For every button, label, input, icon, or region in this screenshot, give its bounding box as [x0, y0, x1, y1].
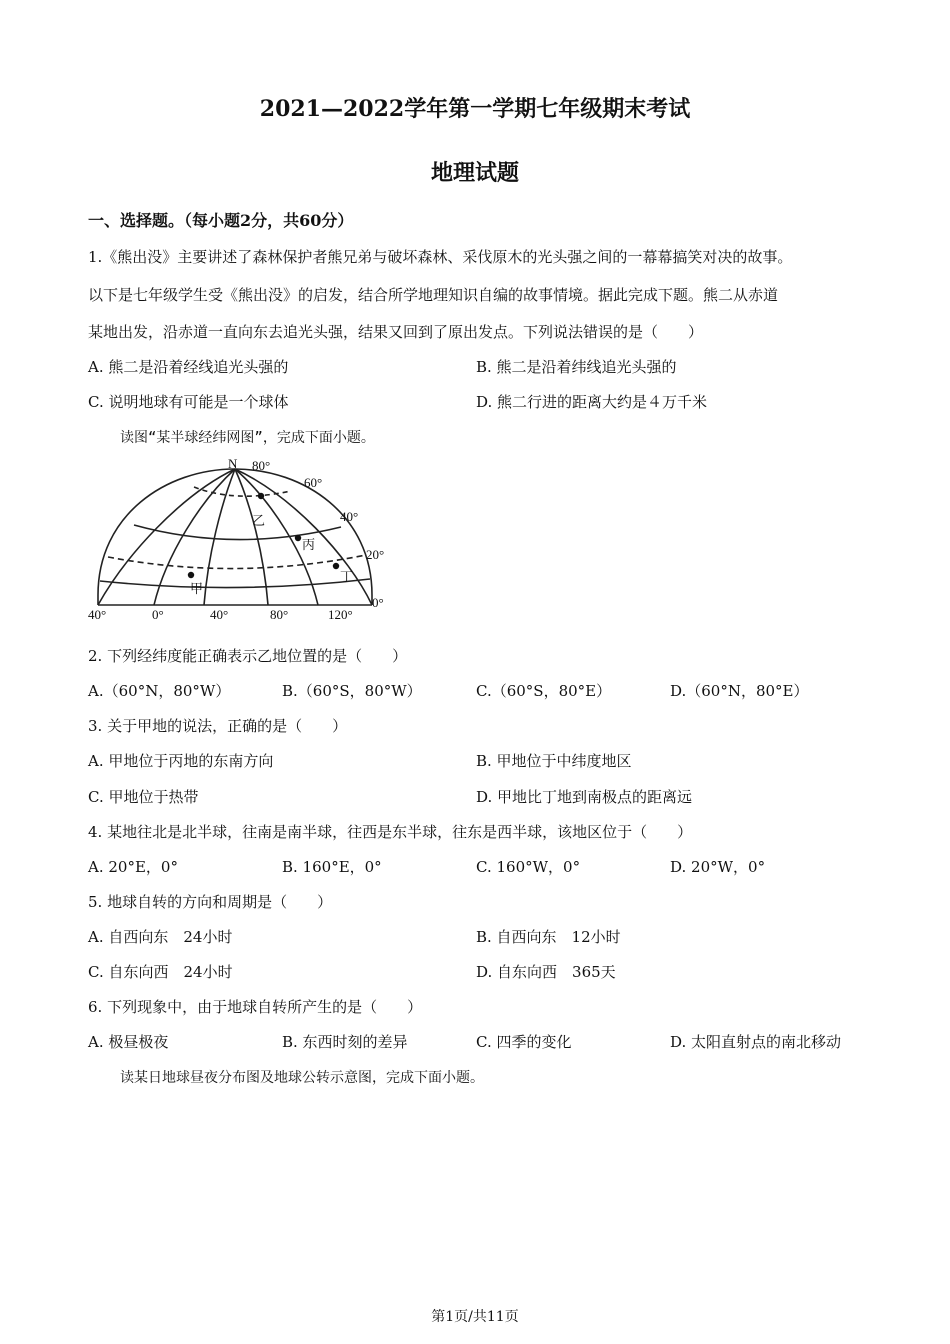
- q5-option-b: B. 自西向东 12小时: [476, 928, 621, 946]
- parallel-20-dashed: [108, 555, 366, 569]
- page-number: 第1页/共11页: [431, 1309, 519, 1325]
- q1-option-c: C. 说明地球有可能是一个球体: [88, 393, 289, 411]
- label-lat-0: 0°: [372, 595, 384, 610]
- q4-option-c: C. 160°W，0°: [476, 858, 581, 876]
- q2-option-c: C.（60°S，80°E）: [476, 682, 612, 700]
- q1-stem-line3: 某地出发，沿赤道一直向东去追光头强，结果又回到了原出发点。下列说法错误的是（ ）: [88, 323, 704, 341]
- q3-stem: 3. 关于甲地的说法，正确的是（ ）: [88, 717, 348, 735]
- label-lon-0: 0°: [152, 607, 164, 622]
- label-lon-40w: 40°: [88, 607, 107, 622]
- exam-title: 2021—2022学年第一学期七年级期末考试: [259, 96, 691, 122]
- label-lon-120e: 120°: [328, 607, 353, 622]
- q6-option-b: B. 东西时刻的差异: [282, 1033, 408, 1051]
- q6-stem: 6. 下列现象中，由于地球自转所产生的是（ ）: [88, 998, 423, 1016]
- q3-option-a: A. 甲地位于丙地的东南方向: [88, 752, 274, 770]
- q6-option-c: C. 四季的变化: [476, 1033, 572, 1051]
- label-lat-40: 40°: [340, 509, 359, 524]
- q2-option-a: A.（60°N，80°W）: [88, 682, 231, 700]
- label-lon-80e: 80°: [270, 607, 289, 622]
- section-heading: 一、选择题。（每小题2分，共60分）: [88, 211, 354, 230]
- label-lon-40e: 40°: [210, 607, 229, 622]
- point-ding: [333, 563, 339, 569]
- label-lat-80: 80°: [252, 458, 271, 473]
- meridian-line: [235, 469, 268, 605]
- q1-stem-line2: 以下是七年级学生受《熊出没》的启发，结合所学地理知识自编的故事情境。据此完成下题。熊二从赤道: [88, 286, 779, 304]
- parallel-line: [100, 579, 370, 588]
- q5-option-d: D. 自东向西 365天: [476, 963, 616, 981]
- q5-stem: 5. 地球自转的方向和周期是（ ）: [88, 893, 333, 911]
- q4-option-b: B. 160°E，0°: [282, 858, 382, 876]
- q1-option-b: B. 熊二是沿着纬线追光头强的: [476, 358, 677, 376]
- q5-option-c: C. 自东向西 24小时: [88, 963, 233, 981]
- exam-subtitle: 地理试题: [430, 160, 519, 186]
- q4-option-a: A. 20°E，0°: [88, 858, 178, 876]
- q5-option-a: A. 自西向东 24小时: [88, 928, 233, 946]
- q3-option-d: D. 甲地比丁地到南极点的距离远: [476, 788, 693, 806]
- label-lat-60: 60°: [304, 475, 323, 490]
- q3-option-b: B. 甲地位于中纬度地区: [476, 752, 632, 770]
- label-ding: 丁: [340, 569, 354, 584]
- point-yi: [258, 493, 264, 499]
- q2-option-d: D.（60°N，80°E）: [670, 682, 809, 700]
- label-bing: 丙: [302, 537, 316, 552]
- q3-option-c: C. 甲地位于热带: [88, 788, 199, 806]
- q4-option-d: D. 20°W，0°: [670, 858, 766, 876]
- next-intro: 读某日地球昼夜分布图及地球公转示意图，完成下面小题。: [120, 1070, 484, 1086]
- q2-stem: 2. 下列经纬度能正确表示乙地位置的是（ ）: [88, 647, 408, 665]
- point-bing: [295, 535, 301, 541]
- hemisphere-graticule-map: [86, 455, 396, 625]
- q6-option-d: D. 太阳直射点的南北移动: [670, 1033, 842, 1051]
- point-jia: [188, 572, 194, 578]
- map-intro: 读图“某半球经纬网图”，完成下面小题。: [120, 430, 375, 446]
- label-yi: 乙: [252, 513, 266, 528]
- q4-stem: 4. 某地往北是北半球，往南是南半球，往西是东半球，往东是西半球，该地区位于（ ）: [88, 823, 693, 841]
- q1-option-a: A. 熊二是沿着经线追光头强的: [88, 358, 289, 376]
- q1-stem-line1: 1.《熊出没》主要讲述了森林保护者熊兄弟与破坏森林、采伐原木的光头强之间的一幕幕搞笑对决的故事。: [88, 248, 793, 266]
- q1-option-d: D. 熊二行进的距离大约是４万千米: [476, 393, 708, 411]
- label-jia: 甲: [190, 581, 204, 596]
- label-lat-20: 20°: [366, 547, 385, 562]
- label-north: N: [228, 456, 238, 471]
- q2-option-b: B.（60°S，80°W）: [282, 682, 422, 700]
- meridian-line: [204, 469, 235, 605]
- q6-option-a: A. 极昼极夜: [88, 1033, 169, 1051]
